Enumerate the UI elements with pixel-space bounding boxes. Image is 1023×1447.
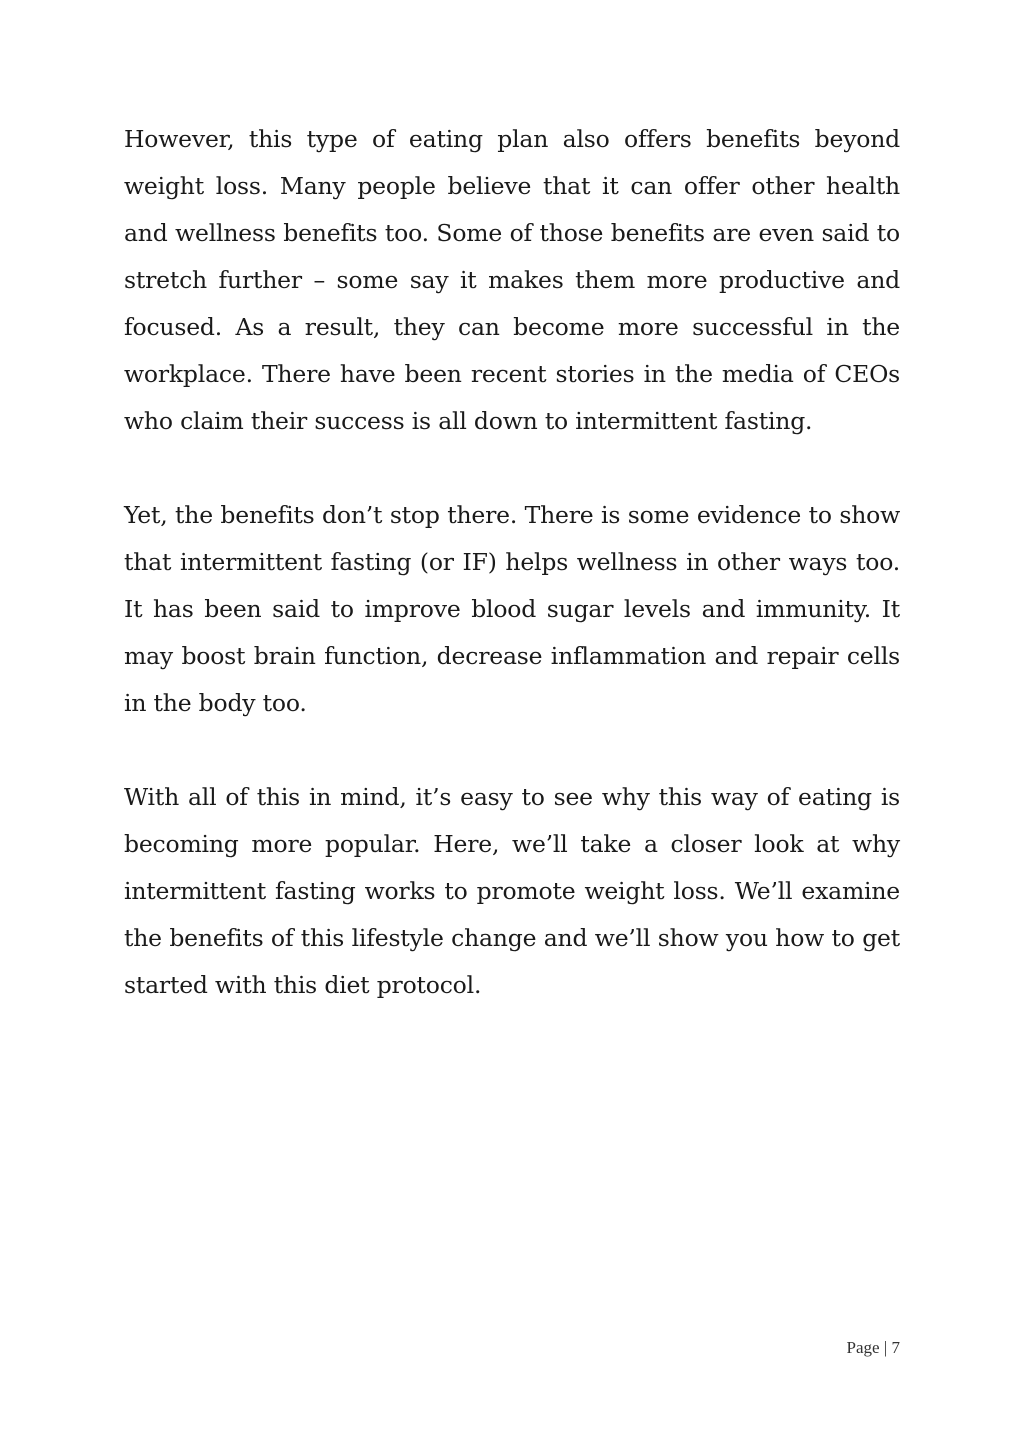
paragraph-1: However, this type of eating plan also offers benefits beyond weight loss. Many people believe that it can offer other health and wellness benefits too. Some of those benefits are even said to stretch further – some say it makes them more productive and focused. As a result, they can become more successful in the workplace. There have been recent stories in the media of CEOs who claim their success is all down to intermittent fasting. — [124, 125, 900, 435]
page-number: Page | 7 — [846, 1338, 900, 1357]
paragraph-3: With all of this in mind, it’s easy to see why this way of eating is becoming more popular. Here, we’ll take a closer look at why intermittent fasting works to promote weight loss. We’ll examine the benefits of this lifestyle change and we’ll show you how to get started with this diet protocol. — [124, 783, 900, 999]
page-body — [124, 116, 900, 1056]
paragraph-2: Yet, the benefits don’t stop there. There is some evidence to show that intermittent fasting (or IF) helps wellness in other ways too. It has been said to improve blood sugar levels and immunity. It may boost brain function, decrease inflammation and repair cells in the body too. — [124, 501, 900, 717]
